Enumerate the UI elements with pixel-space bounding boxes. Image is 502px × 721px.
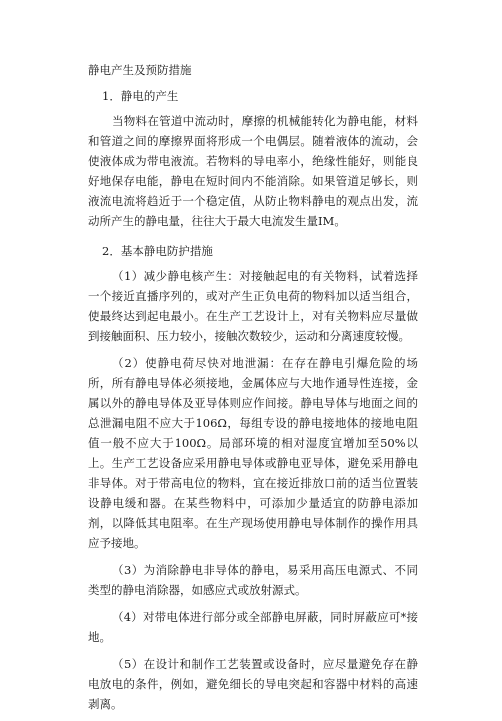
paragraph-measure-1: （1）减少静电核产生：对接触起电的有关物料，试着选择一个接近直播序列的，或对产生正负电荷的物料加以适当组合，使最终达到起电最小。在生产工艺设计上，对有关物料应尽量做到接触面积、压力较小，接触次数较少，运动和分离速度较慢。	[88, 269, 418, 343]
paragraph-measure-5: （5）在设计和制作工艺装置或设备时，应尽量避免存在静电放电的条件，例如，避免细长的导电突起和容器中材料的高速剥离。	[88, 657, 418, 711]
paragraph-static-generation: 当物料在管道中流动时，摩擦的机械能转化为静电能，材料和管道之间的摩擦界面将形成一个电偶层。随着液体的流动，会使液体成为带电液流。若物料的导电率小，绝缘性能好，则能良好地保存电能，静电在短时间内不能消除。如果管道足够长，则液流电流将趋近于一个稳定值，从防止物料静电的观点出发，流动所产生的静电量，往往大于最大电流发生量IM。	[88, 114, 418, 228]
paragraph-measure-2: （2）使静电荷尽快对地泄漏：在存在静电引爆危险的场所，所有静电导体必须接地，金属体应与大地作通导性连接，金属以外的静电导体及亚导体则应作间接。静电导体与地面之间的总泄漏电阻不应大于106Ω，每组专设的静电接地体的接地电阻值一般不应大于100Ω。局部环境的相对湿度宜增加至50%以上。生产工艺设备应采用静电导体或静电亚导体，避免采用静电非导体。对于带高电位的物料，宜在接近排放口前的适当位置装设静电缓和器。在某些物料中，可添加少量适宜的防静电添加剂，以降低其电阻率。在生产现场使用静电导体制作的操作用具应予接地。	[88, 356, 418, 550]
paragraph-measure-3: （3）为消除静电非导体的静电，易采用高压电源式、不同类型的静电消除器，如感应式或放射源式。	[88, 563, 418, 597]
document-title: 静电产生及预防措施	[88, 63, 192, 77]
section-heading-protection-measures: 2．基本静电防护措施	[102, 244, 213, 258]
section-heading-static-generation: 1．静电的产生	[102, 89, 179, 103]
document-page	[88, 60, 418, 721]
paragraph-measure-4: （4）对带电体进行部分或全部静电屏蔽，同时屏蔽应可*接地。	[88, 610, 418, 644]
